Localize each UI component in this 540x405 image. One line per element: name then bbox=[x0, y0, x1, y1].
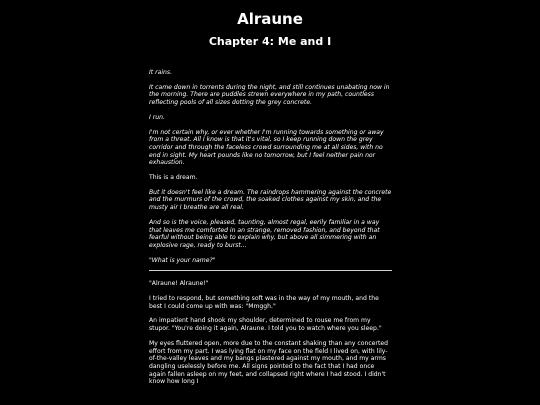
dream-paragraph: It rains. bbox=[149, 69, 173, 76]
dream-paragraph: But it doesn't feel like a dream. The raindrops hammering against the concrete and the murmurs of the crowd, the soaked clothes against my skin, and the musty air I breathe are all real. bbox=[149, 188, 392, 212]
dream-paragraph: And so is the voice, pleased, taunting, almost regal, eerily familiar in a way that leaves me comforted in an strange, removed fashion, and beyond that fearful without being able to explain why, but above all simmering with an explosive rage, ready to burst... bbox=[149, 218, 380, 249]
chapter-title: Chapter 4: Me and I bbox=[208, 35, 332, 48]
dream-paragraph: This is a dream. bbox=[149, 174, 198, 182]
story-text bbox=[149, 69, 392, 393]
story-paragraph: "Alraune! Alraune!" bbox=[149, 280, 209, 288]
story-title: Alraune bbox=[237, 10, 303, 28]
story-paragraph: I tried to respond, but something soft was in the way of my mouth, and the best I could come up with was: "Mmggh." bbox=[149, 295, 379, 310]
dream-paragraph: I run. bbox=[149, 113, 165, 121]
dream-paragraph: It came down in torrents during the night, and still continues unabating now in the morning. There are puddles strewn everywhere in my path, countless reflecting pools of all sizes dotting the grey concrete. bbox=[149, 83, 390, 107]
dream-paragraph: "What is your name?" bbox=[149, 256, 216, 264]
section-divider bbox=[149, 270, 392, 271]
story-paragraph: My eyes fluttered open, more due to the constant shaking than any concerted effort from my part. I was lying flat on my face on the field I lived on, with lily-of-the-valley leaves and my bangs plastered against my mouth, and my arms dangling uselessly before me. All signs pointed to the fact that I had once again fallen asleep on my feet, and collapsed right where I had stood. I didn't know how long I bbox=[149, 339, 388, 386]
dream-paragraph: I'm not certain why, or ever whether I'm running towards something or away from a threat. All I know is that it's vital, so I keep running down the grey corridor and through the faceless crowd surrounding me at all sides, with no end in sight. My heart pounds like no tomorrow, but I feel neither pain nor exhaustion. bbox=[149, 128, 384, 167]
story-paragraph: An impatient hand shook my shoulder, determined to rouse me from my stupor. "You're doing it again, Alraune. I told you to watch where you sleep." bbox=[149, 317, 382, 333]
